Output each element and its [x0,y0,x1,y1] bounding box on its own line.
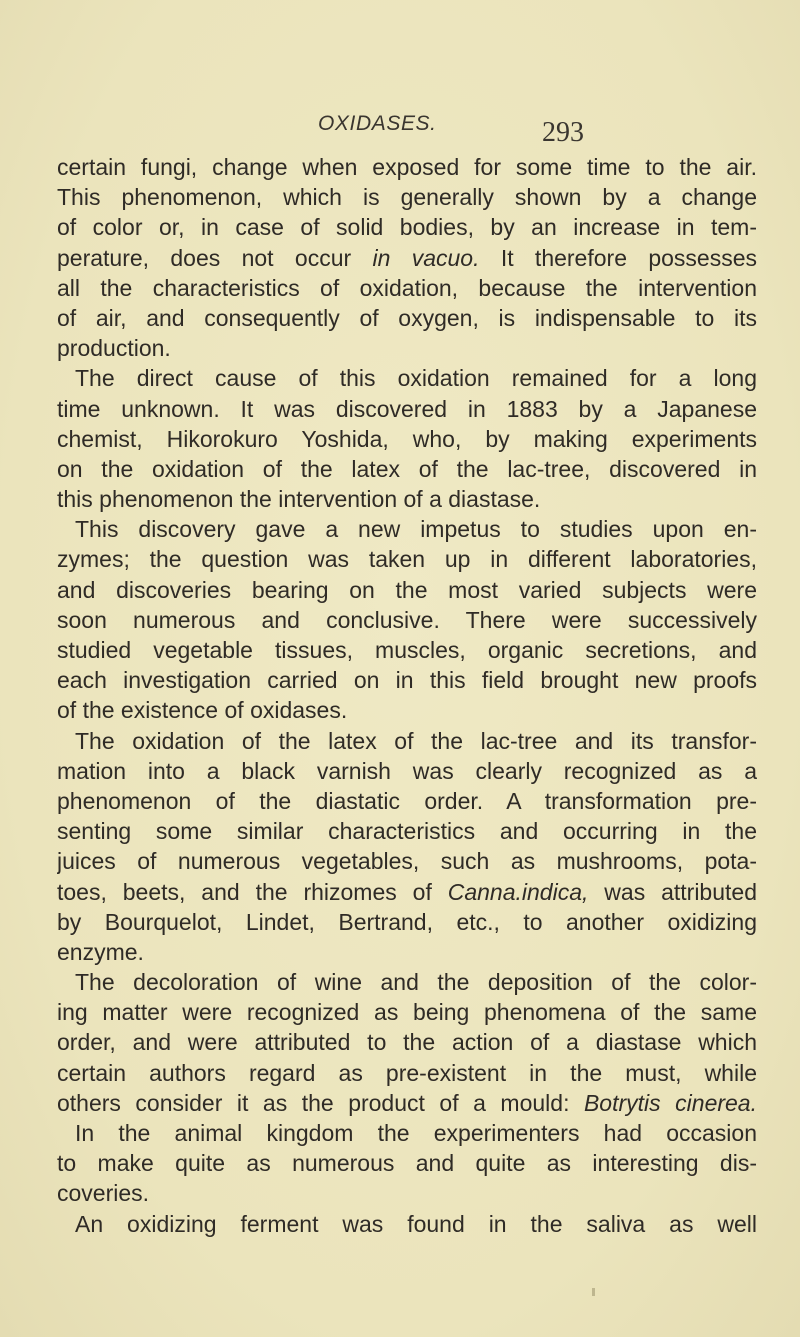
text-line: This discovery gave a new impetus to studies upon en- [75,516,757,543]
italic-phrase: Botrytis cinerea. [583,1089,757,1116]
text-line: This phenomenon, which is generally shown by a change [57,184,757,211]
text-line: In the animal kingdom the experimenters had occasion [75,1120,757,1146]
text-line: coveries. [57,1180,150,1207]
text-line: studied vegetable tissues, muscles, organic secretions, and [57,637,757,663]
text-line: soon numerous and conclusive. There were successively [57,606,757,633]
italic-phrase: in vacuo. [372,244,480,271]
text-line: The direct cause of this oxidation remained for a long [75,365,757,392]
text-line: each investigation carried on in this field brought new proofs [57,667,757,694]
text-line: chemist, Hikorokuro Yoshida, who, by making experiments [57,425,757,452]
text-line: this phenomenon the intervention of a diastase. [57,486,541,513]
text-line: of air, and consequently of oxygen, is indispensable to its [57,304,757,331]
paper-speck [592,1288,595,1296]
text-line: to make quite as numerous and quite as interesting dis- [57,1150,757,1177]
text-line: The oxidation of the latex of the lac-tree and its transfor- [75,727,757,754]
italic-phrase: Canna.indica, [447,878,589,905]
text-line: phenomenon of the diastatic order. A transformation pre- [57,787,757,814]
text-line: production. [57,335,171,362]
text-line: all the characteristics of oxidation, because the intervention [57,274,757,301]
text-line: of color or, in case of solid bodies, by an increase in tem- [57,214,757,241]
text-line: juices of numerous vegetables, such as mushrooms, pota- [57,848,757,875]
text-line: certain fungi, change when exposed for some time to the air. [57,154,757,180]
text-line: mation into a black varnish was clearly recognized as a [57,757,757,784]
text-line: time unknown. It was discovered in 1883 by a Japanese [57,395,757,422]
text-line: and discoveries bearing on the most varied subjects were [57,576,757,603]
text-line: senting some similar characteristics and occurring in the [57,818,757,845]
text-line: of the existence of oxidases. [57,697,348,724]
page-number: 293 [542,117,584,148]
text-line: perature, does not occur in vacuo. It therefore possesses [57,244,757,271]
text-line: on the oxidation of the latex of the lac-tree, discovered in [57,455,757,482]
text-line: toes, beets, and the rhizomes of Canna.indica, was attributed [57,878,757,905]
text-line: by Bourquelot, Lindet, Bertrand, etc., to another oxidizing [57,908,757,935]
text-line: ing matter were recognized as being phenomena of the same [57,999,757,1026]
text-line: others consider it as the product of a mould: Botrytis cinerea. [57,1089,757,1116]
text-line: certain authors regard as pre-existent in the must, while [57,1059,757,1086]
text-line: zymes; the question was taken up in different laboratories, [57,546,757,573]
text-line: The decoloration of wine and the deposition of the color- [75,969,757,996]
text-line: enzyme. [57,938,144,965]
text-line: An oxidizing ferment was found in the saliva as well [75,1210,757,1237]
body-text [57,152,757,1239]
running-head-title: OXIDASES. [318,112,437,135]
running-head [0,112,800,152]
text-line: order, and were attributed to the action of a diastase which [57,1029,757,1056]
